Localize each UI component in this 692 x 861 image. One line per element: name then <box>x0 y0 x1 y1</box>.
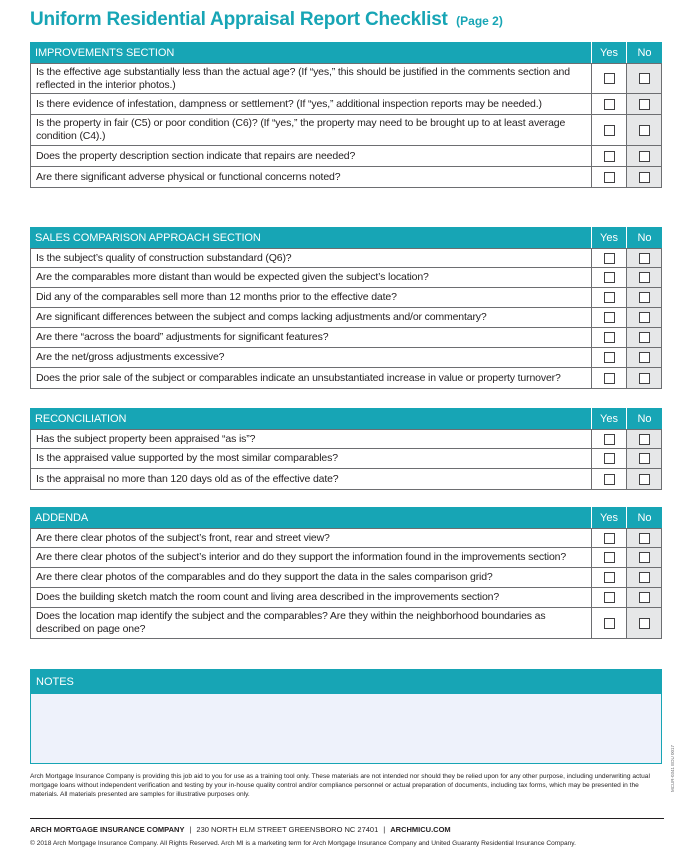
question-row <box>30 588 662 608</box>
yes-cell <box>592 548 627 567</box>
yes-checkbox[interactable] <box>604 99 615 110</box>
yes-cell <box>592 529 627 547</box>
question-text: Are there clear photos of the comparables and do they support the data in the sales comparison grid? <box>30 568 592 587</box>
yes-cell <box>592 588 627 607</box>
notes-header: NOTES <box>31 670 661 694</box>
yes-checkbox[interactable] <box>604 618 615 629</box>
improvements-section <box>30 42 662 188</box>
yes-cell <box>592 146 627 166</box>
question-rows <box>30 429 662 490</box>
question-text: Are there “across the board” adjustments for significant features? <box>30 328 592 347</box>
question-text: Are there clear photos of the subject’s front, rear and street view? <box>30 529 592 547</box>
no-cell <box>627 449 662 468</box>
no-cell <box>627 469 662 489</box>
document-code: MCUR-0341 EDU 0017 <box>670 744 675 792</box>
section-title: ADDENDA <box>30 507 592 528</box>
section-title: SALES COMPARISON APPROACH SECTION <box>30 227 592 248</box>
no-column-label: No <box>637 511 652 524</box>
yes-cell <box>592 469 627 489</box>
question-rows <box>30 248 662 389</box>
yes-checkbox[interactable] <box>604 272 615 283</box>
question-row <box>30 429 662 449</box>
no-checkbox[interactable] <box>639 618 650 629</box>
no-checkbox[interactable] <box>639 272 650 283</box>
question-text: Does the property description section indicate that repairs are needed? <box>30 146 592 166</box>
yes-cell <box>592 288 627 307</box>
no-cell <box>627 268 662 287</box>
section-header <box>30 42 662 63</box>
question-row <box>30 568 662 588</box>
yes-checkbox[interactable] <box>604 373 615 384</box>
section-header <box>30 227 662 248</box>
no-column-label: No <box>637 46 652 59</box>
no-cell <box>627 328 662 347</box>
footer-separator: | <box>383 825 386 834</box>
no-checkbox[interactable] <box>639 533 650 544</box>
yes-checkbox[interactable] <box>604 572 615 583</box>
question-row <box>30 288 662 308</box>
no-column-label: No <box>637 412 652 425</box>
addenda-section <box>30 507 662 639</box>
question-rows <box>30 528 662 639</box>
no-cell <box>627 167 662 187</box>
yes-column-label: Yes <box>592 408 627 429</box>
question-row <box>30 94 662 115</box>
yes-checkbox[interactable] <box>604 253 615 264</box>
yes-cell <box>592 430 627 448</box>
sales-section <box>30 227 662 389</box>
section-title: RECONCILIATION <box>30 408 592 429</box>
yes-column-label: Yes <box>592 42 627 63</box>
no-checkbox[interactable] <box>639 552 650 563</box>
question-rows <box>30 63 662 188</box>
question-row <box>30 469 662 490</box>
reconciliation-section <box>30 408 662 490</box>
question-text: Does the location map identify the subject and the comparables? Are they within the neighborhood boundaries as described on page one? <box>30 608 592 638</box>
question-row <box>30 308 662 328</box>
disclaimer: Arch Mortgage Insurance Company is providing this job aid to you for use as a training tool only. These materials are not intended nor should they be relied upon for any other purpose, including underwriting actual mortgage loans without independent verification and testing by your in-house quality control and/or compliance personnel or actual preparation of documents, including tax forms, which may be presented in the materials. All materials presented are samples for illustrative purposes only. <box>30 773 650 798</box>
no-checkbox[interactable] <box>639 151 650 162</box>
question-text: Are the comparables more distant than would be expected given the subject’s location? <box>30 268 592 287</box>
yes-cell <box>592 308 627 327</box>
footer-company: ARCH MORTGAGE INSURANCE COMPANY <box>30 825 185 834</box>
yes-checkbox[interactable] <box>604 592 615 603</box>
footer-divider <box>30 818 664 819</box>
question-row <box>30 348 662 368</box>
no-cell <box>627 348 662 367</box>
yes-checkbox[interactable] <box>604 125 615 136</box>
question-text: Is there evidence of infestation, dampness or settlement? (If “yes,” additional inspection reports may be needed.) <box>30 94 592 114</box>
yes-checkbox[interactable] <box>604 332 615 343</box>
footer-copyright: © 2018 Arch Mortgage Insurance Company. All Rights Reserved. Arch MI is a marketing term for Arch Mortgage Insurance Company and United Guaranty Residential Insurance Company. <box>30 840 576 847</box>
question-text: Are there clear photos of the subject’s interior and do they support the information found in the improvements section? <box>30 548 592 567</box>
yes-cell <box>592 268 627 287</box>
no-checkbox[interactable] <box>639 312 650 323</box>
no-cell <box>627 368 662 388</box>
yes-cell <box>592 64 627 93</box>
footer-separator: | <box>189 825 192 834</box>
yes-cell <box>592 115 627 145</box>
question-row <box>30 146 662 167</box>
no-cell <box>627 288 662 307</box>
page-title <box>30 9 503 33</box>
no-cell <box>627 249 662 267</box>
section-header <box>30 507 662 528</box>
yes-cell <box>592 328 627 347</box>
question-text: Are the net/gross adjustments excessive? <box>30 348 592 367</box>
question-row <box>30 268 662 288</box>
no-column-label: No <box>637 231 652 244</box>
footer-website-link[interactable]: ARCHMICU.COM <box>390 825 451 834</box>
yes-checkbox[interactable] <box>604 172 615 183</box>
no-checkbox[interactable] <box>639 453 650 464</box>
question-text: Has the subject property been appraised “as is”? <box>30 430 592 448</box>
no-checkbox[interactable] <box>639 592 650 603</box>
question-row <box>30 449 662 469</box>
yes-checkbox[interactable] <box>604 312 615 323</box>
question-row <box>30 248 662 268</box>
question-text: Is the effective age substantially less than the actual age? (If “yes,” this should be justified in the comments section and reflected in the interior photos.) <box>30 64 592 93</box>
no-cell <box>627 94 662 114</box>
question-row <box>30 548 662 568</box>
yes-cell <box>592 94 627 114</box>
no-checkbox[interactable] <box>639 125 650 136</box>
question-text: Are significant differences between the subject and comps lacking adjustments and/or commentary? <box>30 308 592 327</box>
no-checkbox[interactable] <box>639 373 650 384</box>
yes-cell <box>592 167 627 187</box>
yes-checkbox[interactable] <box>604 73 615 84</box>
no-checkbox[interactable] <box>639 172 650 183</box>
no-cell <box>627 548 662 567</box>
yes-checkbox[interactable] <box>604 352 615 363</box>
question-text: Are there significant adverse physical or functional concerns noted? <box>30 167 592 187</box>
no-checkbox[interactable] <box>639 572 650 583</box>
notes-section <box>30 669 662 764</box>
footer-address: 230 NORTH ELM STREET GREENSBORO NC 27401 <box>196 825 379 834</box>
yes-cell <box>592 568 627 587</box>
no-cell <box>627 146 662 166</box>
yes-cell <box>592 449 627 468</box>
question-text: Is the appraisal no more than 120 days old as of the effective date? <box>30 469 592 489</box>
title-main: Uniform Residential Appraisal Report Checklist <box>30 9 448 30</box>
question-text: Is the appraised value supported by the most similar comparables? <box>30 449 592 468</box>
yes-cell <box>592 348 627 367</box>
no-checkbox[interactable] <box>639 434 650 445</box>
question-row <box>30 368 662 389</box>
question-text: Does the prior sale of the subject or comparables indicate an unsubstantiated increase in value or property turnover? <box>30 368 592 388</box>
yes-checkbox[interactable] <box>604 552 615 563</box>
no-checkbox[interactable] <box>639 253 650 264</box>
yes-checkbox[interactable] <box>604 434 615 445</box>
question-row <box>30 328 662 348</box>
yes-cell <box>592 608 627 638</box>
no-cell <box>627 115 662 145</box>
yes-checkbox[interactable] <box>604 151 615 162</box>
yes-column-label: Yes <box>592 227 627 248</box>
yes-cell <box>592 249 627 267</box>
question-text: Is the subject’s quality of construction substandard (Q6)? <box>30 249 592 267</box>
question-text: Did any of the comparables sell more than 12 months prior to the effective date? <box>30 288 592 307</box>
no-cell <box>627 64 662 93</box>
no-checkbox[interactable] <box>639 474 650 485</box>
title-page-number: (Page 2) <box>456 14 503 28</box>
no-checkbox[interactable] <box>639 99 650 110</box>
no-checkbox[interactable] <box>639 352 650 363</box>
question-row <box>30 528 662 548</box>
no-cell <box>627 430 662 448</box>
footer-contact <box>30 825 451 834</box>
question-row <box>30 167 662 188</box>
no-cell <box>627 588 662 607</box>
yes-checkbox[interactable] <box>604 292 615 303</box>
no-checkbox[interactable] <box>639 292 650 303</box>
question-text: Is the property in fair (C5) or poor condition (C6)? (If “yes,” the property may need to be brought up to at least average condition (C4).) <box>30 115 592 145</box>
yes-checkbox[interactable] <box>604 533 615 544</box>
yes-cell <box>592 368 627 388</box>
question-row <box>30 115 662 146</box>
no-checkbox[interactable] <box>639 332 650 343</box>
no-cell <box>627 529 662 547</box>
no-checkbox[interactable] <box>639 73 650 84</box>
no-cell <box>627 608 662 638</box>
no-cell <box>627 308 662 327</box>
section-header <box>30 408 662 429</box>
question-row <box>30 608 662 639</box>
question-text: Does the building sketch match the room count and living area described in the improvements section? <box>30 588 592 607</box>
yes-checkbox[interactable] <box>604 474 615 485</box>
no-cell <box>627 568 662 587</box>
section-title: IMPROVEMENTS SECTION <box>30 42 592 63</box>
yes-column-label: Yes <box>592 507 627 528</box>
question-row <box>30 63 662 94</box>
yes-checkbox[interactable] <box>604 453 615 464</box>
notes-field[interactable] <box>31 694 661 763</box>
